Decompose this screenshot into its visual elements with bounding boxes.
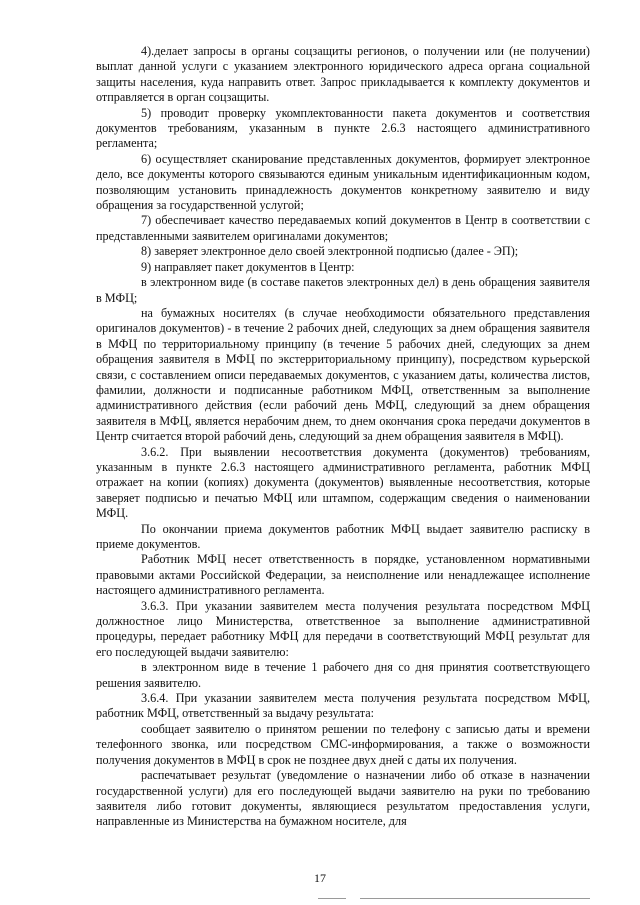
paragraph-electronic-result: в электронном виде в течение 1 рабочего дня со дня принятия соответствующего решения заявителю. <box>96 660 590 690</box>
paragraph-item-5: 5) проводит проверку укомплектованности пакета документов и соответствия документов требованиям, указанным в пункте 2.6.3 настоящего административного регламента; <box>96 105 590 151</box>
paragraph-receipt: По окончании приема документов работник МФЦ выдает заявителю расписку в приеме документов. <box>96 521 590 551</box>
document-body <box>96 44 590 830</box>
paragraph-section-3-6-2: 3.6.2. При выявлении несоответствия документа (документов) требованиям, указанным в пункте 2.6.3 настоящего административного регламента, работник МФЦ отражает на копии (копиях) документа (документов) выявленные несоответствия, которые заверяет подписью и печатью МФЦ или штампом, содержащим сведения о наименовании МФЦ. <box>96 444 590 521</box>
paragraph-item-6: 6) осуществляет сканирование представленных документов, формирует электронное дело, все документы которого связываются единым уникальным идентификационным кодом, позволяющим установить принадлежность документов конкретному заявителю и виду обращения за государственной услугой; <box>96 151 590 213</box>
paragraph-electronic-submission: в электронном виде (в составе пакетов электронных дел) в день обращения заявителя в МФЦ; <box>96 275 590 305</box>
paragraph-print-result: распечатывает результат (уведомление о назначении либо об отказе в назначении государственной услуги) для его последующей выдачи заявителю на руки по требованию заявителя либо готовит документы, являющиеся результатом предоставления услуги, направленные из Министерства на бумажном носителе, для <box>96 768 590 829</box>
scan-edge-mark <box>318 898 346 899</box>
paragraph-item-4: 4).делает запросы в органы соцзащиты регионов, о получении или (не получении) выплат данной услуги с указанием электронного юридического адреса органа социальной защиты населения, куда направить ответ. Запрос прикладывается к комплекту документов и отправляется в орган соцзащиты. <box>96 44 590 105</box>
paragraph-paper-submission: на бумажных носителях (в случае необходимости обязательного представления оригиналов документов) - в течение 2 рабочих дней, следующих за днем обращения заявителя в МФЦ по территориальному принципу (в течение 5 рабочих дней, следующих за днем обращения заявителя в МФЦ по экстерриториальному принципу), посредством курьерской связи, с составлением описи передаваемых документов, с указанием даты, количества листов, фамилии, должности и подписанные работником МФЦ, ответственным за выполнение административного действия (если рабочий день МФЦ, следующий за днем обращения заявителя в МФЦ, является нерабочим днем, то днем окончания срока передачи документов в Центр считается второй рабочий день, следующий за днем обращения заявителя в МФЦ). <box>96 305 590 444</box>
paragraph-section-3-6-4: 3.6.4. При указании заявителем места получения результата посредством МФЦ, работник МФЦ, ответственный за выдачу результата: <box>96 691 590 721</box>
paragraph-responsibility: Работник МФЦ несет ответственность в порядке, установленном нормативными правовыми актами Российской Федерации, за неисполнение или ненадлежащее исполнение настоящего административного регламента. <box>96 552 590 598</box>
page-number: 17 <box>314 871 326 885</box>
paragraph-item-9: 9) направляет пакет документов в Центр: <box>141 259 355 274</box>
paragraph-section-3-6-3: 3.6.3. При указании заявителем места получения результата посредством МФЦ должностное лицо Министерства, ответственное за выполнение административной процедуры, передает работнику МФЦ для передачи в соответствующий МФЦ результат для его последующей выдачи заявителю: <box>96 598 590 659</box>
paragraph-item-7: 7) обеспечивает качество передаваемых копий документов в Центр в соответствии с представленными заявителем оригиналами документов; <box>96 213 590 243</box>
paragraph-notify-applicant: сообщает заявителю о принятом решении по телефону с записью даты и времени телефонного звонка, или посредством СМС-информирования, а также о возможности получения документов в МФЦ в срок не позднее двух дней с даты их получения. <box>96 721 590 767</box>
paragraph-item-8: 8) заверяет электронное дело своей электронной подписью (далее - ЭП); <box>141 244 519 259</box>
scan-edge-line <box>360 898 590 899</box>
